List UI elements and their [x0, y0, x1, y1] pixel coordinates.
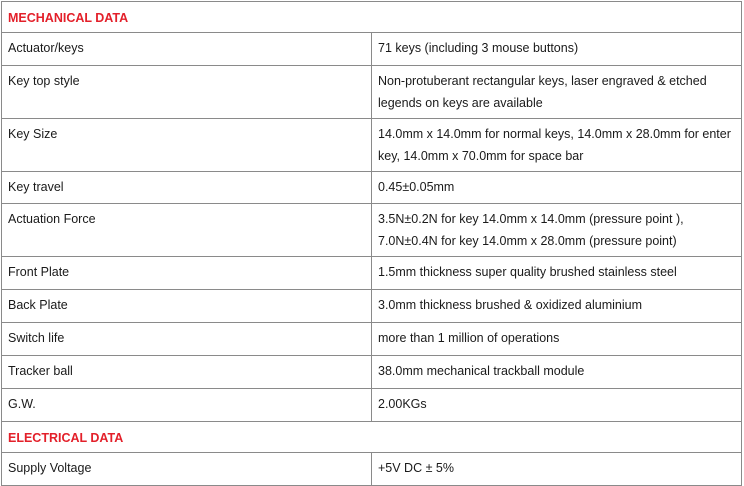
section-header-mechanical: [2, 2, 742, 33]
row-label-gw: G.W.: [2, 389, 372, 422]
row-label-key-travel: Key travel: [2, 172, 372, 204]
row-value-actuator: 71 keys (including 3 mouse buttons): [372, 33, 742, 66]
spec-table: [1, 1, 742, 486]
table-row: [2, 119, 742, 172]
section-title-mechanical: MECHANICAL DATA: [2, 2, 742, 33]
row-label-actuator: Actuator/keys: [2, 33, 372, 66]
row-value-gw: 2.00KGs: [372, 389, 742, 422]
table-row: [2, 453, 742, 486]
row-value-switch-life: more than 1 million of operations: [372, 323, 742, 356]
row-value-tracker-ball: 38.0mm mechanical trackball module: [372, 356, 742, 389]
row-value-key-travel: 0.45±0.05mm: [372, 172, 742, 204]
table-row: [2, 33, 742, 66]
row-value-supply-voltage: +5V DC ± 5%: [372, 453, 742, 486]
table-row: [2, 204, 742, 257]
row-value-actuation-force: 3.5N±0.2N for key 14.0mm x 14.0mm (pressure point ), 7.0N±0.4N for key 14.0mm x 28.0mm (pressure point): [372, 204, 742, 257]
table-row: [2, 323, 742, 356]
row-value-key-size: 14.0mm x 14.0mm for normal keys, 14.0mm x 28.0mm for enter key, 14.0mm x 70.0mm for space bar: [372, 119, 742, 172]
row-label-back-plate: Back Plate: [2, 290, 372, 323]
row-value-key-top-style: Non-protuberant rectangular keys, laser engraved & etched legends on keys are available: [372, 66, 742, 119]
row-label-supply-voltage: Supply Voltage: [2, 453, 372, 486]
table-row: [2, 290, 742, 323]
table-row: [2, 356, 742, 389]
row-label-front-plate: Front Plate: [2, 257, 372, 290]
table-row: [2, 389, 742, 422]
row-value-front-plate: 1.5mm thickness super quality brushed stainless steel: [372, 257, 742, 290]
row-label-switch-life: Switch life: [2, 323, 372, 356]
section-header-electrical: [2, 422, 742, 453]
table-row: [2, 66, 742, 119]
row-value-back-plate: 3.0mm thickness brushed & oxidized aluminium: [372, 290, 742, 323]
row-label-actuation-force: Actuation Force: [2, 204, 372, 257]
table-row: [2, 257, 742, 290]
table-row: [2, 172, 742, 204]
row-label-key-size: Key Size: [2, 119, 372, 172]
row-label-key-top-style: Key top style: [2, 66, 372, 119]
section-title-electrical: ELECTRICAL DATA: [2, 422, 742, 453]
row-label-tracker-ball: Tracker ball: [2, 356, 372, 389]
